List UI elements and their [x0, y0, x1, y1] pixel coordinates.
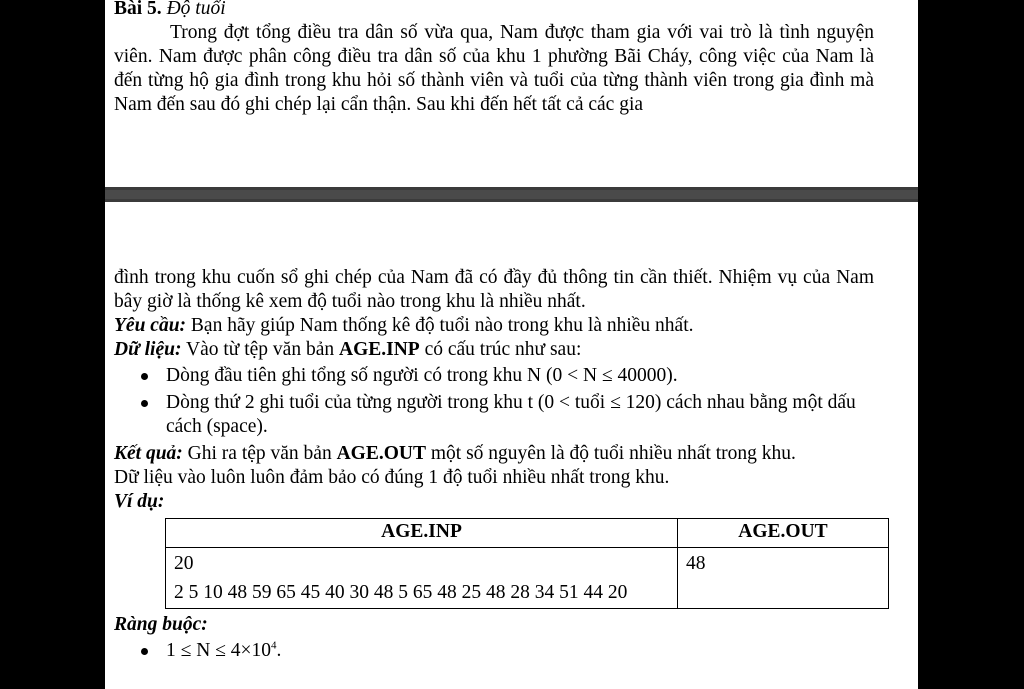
requirement-label: Yêu cầu:: [114, 315, 187, 336]
input-text-after: có cấu trúc như sau:: [419, 339, 582, 360]
input-label: Dữ liệu:: [114, 339, 182, 360]
output-text-after: một số nguyên là độ tuổi nhiều nhất trong khu.: [425, 443, 796, 464]
input-bullet-list: [114, 364, 874, 439]
document-page-bottom: [105, 202, 918, 689]
example-input-cell: [166, 548, 678, 609]
page-separator: [105, 187, 918, 202]
example-output-cell: 48: [678, 548, 889, 609]
continuation-paragraph: đình trong khu cuốn sổ ghi chép của Nam đã có đầy đủ thông tin cần thiết. Nhiệm vụ của Nam bây giờ là thống kê xem độ tuổi nào trong khu là nhiều nhất.: [114, 267, 874, 312]
constraints-label-line: [114, 613, 874, 637]
output-file-name: AGE.OUT: [336, 443, 426, 464]
input-description-line: [114, 338, 874, 362]
example-header-output: AGE.OUT: [678, 519, 889, 548]
constraint-suffix: .: [276, 640, 282, 661]
constraint-item-1: [114, 639, 874, 663]
input-bullet-2: Dòng thứ 2 ghi tuổi của từng người trong khu t (0 < tuổi ≤ 120) cách nhau bằng một dấu cách (space).: [114, 391, 874, 439]
example-table: [165, 518, 889, 609]
example-input-line-1: 20: [174, 553, 194, 574]
document-page-top: [105, 0, 918, 187]
problem-number: Bài 5.: [114, 0, 162, 19]
output-description-line: [114, 442, 874, 466]
constraint-base: 1 ≤ N ≤ 4×10: [166, 640, 271, 661]
problem-header-section: [114, 0, 874, 117]
example-header-input: AGE.INP: [166, 519, 678, 548]
problem-name: Độ tuổi: [166, 0, 226, 19]
requirement-line: [114, 314, 874, 338]
constraint-exponent: 4: [270, 639, 277, 652]
guarantee-line: Dữ liệu vào luôn luôn đảm bảo có đúng 1 độ tuổi nhiều nhất trong khu.: [114, 467, 670, 488]
example-input-line-2: 2 5 10 48 59 65 45 40 30 48 5 65 48 25 48 28 34 51 44 20: [174, 582, 628, 603]
input-file-name: AGE.INP: [339, 339, 420, 360]
example-label: Ví dụ:: [114, 491, 165, 512]
problem-title: [114, 0, 874, 21]
requirement-text: Bạn hãy giúp Nam thống kê độ tuổi nào trong khu là nhiều nhất.: [186, 315, 694, 336]
example-data-row: [166, 548, 889, 609]
example-label-line: [114, 490, 874, 514]
problem-body-section: [114, 266, 874, 666]
input-bullet-1: Dòng đầu tiên ghi tổng số người có trong khu N (0 < N ≤ 40000).: [114, 364, 874, 388]
intro-paragraph: Trong đợt tổng điều tra dân số vừa qua, Nam được tham gia với vai trò là tình nguyện viên. Nam được phân công điều tra dân số của khu 1 phường Bãi Cháy, công việc của Nam là đến từng hộ gia đình trong khu hỏi số thành viên và tuổi của từng thành viên trong gia đình mà Nam đến sau đó ghi chép lại cẩn thận. Sau khi đến hết tất cả các gia: [114, 22, 874, 115]
constraints-label: Ràng buộc:: [114, 614, 208, 635]
output-text-before: Ghi ra tệp văn bản: [182, 443, 337, 464]
input-text-before: Vào từ tệp văn bản: [181, 339, 339, 360]
constraints-list: [114, 639, 874, 663]
output-label: Kết quả:: [114, 443, 183, 464]
example-header-row: [166, 519, 889, 548]
